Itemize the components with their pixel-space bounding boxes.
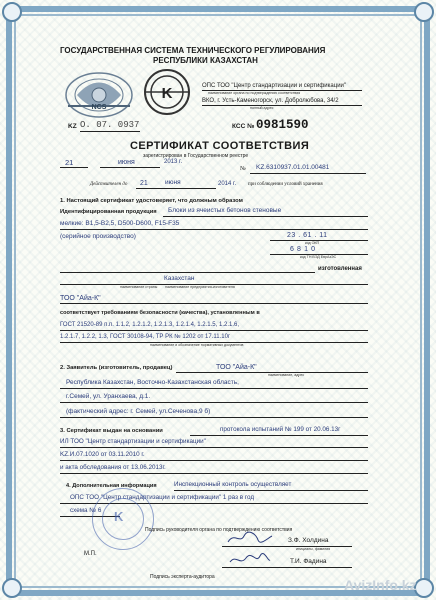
applicant-address-1: Республика Казахстан, Восточно-Казахстанская область, bbox=[66, 379, 239, 386]
kz-number: О. 07. 0937 bbox=[80, 120, 140, 130]
made-label: изготовленная bbox=[318, 266, 362, 272]
watermark: AvizInfo.kz bbox=[344, 577, 417, 593]
product-label: Идентифицированная продукция bbox=[60, 209, 157, 215]
divider bbox=[222, 546, 352, 547]
valid-suffix: при соблюдении условий хранения bbox=[248, 182, 323, 187]
certificate-subheading: зарегистрирован в Государственном реестре bbox=[143, 153, 249, 159]
divider bbox=[80, 131, 140, 132]
divider bbox=[190, 435, 368, 436]
serial-production: (серийное производство) bbox=[60, 233, 136, 240]
section2-title: 2. Заявитель (изготовитель, продавец) bbox=[60, 365, 173, 371]
head-signature-label: Подпись руководителя органа по подтверждению соответствия bbox=[145, 527, 293, 533]
manufacturer-caption: наименование предприятия-изготовителя bbox=[165, 285, 235, 289]
standards-line2: 1.2.1.7, 1.2.2, 1.3, ГОСТ 30108-94, ТР РК № 1202 от 17.11.10г bbox=[60, 334, 231, 340]
divider bbox=[60, 229, 368, 230]
divider bbox=[60, 417, 368, 418]
standards-line1: ГОСТ 21520-89 п.п. 1.1.2, 1.2.1.2, 1.2.1.3, 1.2.1.4, 1.2.1.5, 1.2.1.6, bbox=[60, 322, 239, 328]
divider bbox=[60, 388, 368, 389]
certificate-heading: СЕРТИФИКАТ СООТВЕТСТВИЯ bbox=[130, 140, 310, 152]
valid-year: 2014 г. bbox=[218, 181, 237, 187]
test-lab: ИЛ ТОО "Центр стандартизации и сертификации" bbox=[60, 438, 206, 445]
header-title-line2: РЕСПУБЛИКИ КАЗАХСТАН bbox=[153, 56, 258, 65]
corner-ornament bbox=[2, 2, 22, 22]
lab-attestat: KZ.И.07.1020 от 03.11.2010 г. bbox=[60, 451, 145, 458]
reg-day: 21 bbox=[65, 158, 74, 167]
reg-year: 2013 г. bbox=[164, 159, 183, 165]
product-value-2: мелкие: B1,5-B2,5, D500-D600, F15-F35 bbox=[60, 220, 180, 227]
divider bbox=[174, 490, 368, 491]
org-name-caption: наименование органа по подтверждению соответствия bbox=[208, 91, 301, 95]
corner-ornament bbox=[2, 578, 22, 598]
svg-text:K: K bbox=[161, 85, 173, 102]
divider bbox=[60, 272, 315, 273]
head-name-caption: инициалы, фамилия bbox=[296, 547, 331, 551]
divider bbox=[60, 303, 368, 304]
okp-code-caption: код ОКП bbox=[305, 241, 320, 245]
head-signature-icon bbox=[224, 530, 274, 546]
test-protocol: протокола испытаний № 199 от 20.06.13г bbox=[220, 426, 341, 433]
applicant-caption: наименование, адрес bbox=[268, 373, 305, 377]
auditor-name: Т.И. Фадина bbox=[290, 558, 327, 565]
standards-caption: наименование и обозначение нормативных документов bbox=[150, 343, 244, 347]
valid-day: 21 bbox=[140, 180, 148, 187]
applicant-address-3: (фактический адрес: г. Семей, ул.Сеченова,9 б) bbox=[66, 408, 211, 415]
valid-month: июня bbox=[165, 179, 181, 186]
reg-number: KZ.6310937.01.01.00481 bbox=[256, 164, 330, 171]
tnved-code: 6 8 1 0 bbox=[290, 246, 316, 253]
divider bbox=[60, 330, 368, 331]
country: Казахстан bbox=[164, 275, 195, 282]
section3-title: 3. Сертификат выдан на основании bbox=[60, 428, 163, 434]
scheme: схема № 6 bbox=[70, 507, 102, 514]
divider bbox=[60, 473, 368, 474]
divider bbox=[136, 188, 216, 189]
national-emblem-icon bbox=[62, 68, 136, 122]
divider bbox=[270, 240, 368, 241]
corner-ornament bbox=[414, 2, 434, 22]
inspection-act: и акта обследования от 13.06.2013г. bbox=[60, 464, 166, 471]
divider bbox=[60, 402, 368, 403]
stamp-logo-icon: K bbox=[114, 509, 124, 524]
product-value: Блоки из ячеистых бетонов стеновые bbox=[168, 207, 282, 214]
reg-number-label: № bbox=[240, 166, 246, 172]
divider bbox=[60, 460, 368, 461]
additional-info-1: Инспекционный контроль осуществляет bbox=[174, 481, 292, 488]
applicant-name: ТОО "Айа-К" bbox=[216, 364, 257, 371]
seal-mark: М.П. bbox=[84, 551, 97, 557]
divider bbox=[100, 167, 160, 168]
manufacturer: ТОО "Айа-К" bbox=[60, 295, 101, 302]
country-caption: наименование страны bbox=[120, 285, 158, 289]
applicant-address-2: г.Семей, ул. Уранхаева, д.1. bbox=[66, 393, 151, 400]
kz-prefix: KZ bbox=[68, 123, 77, 130]
head-name: З.Ф. Холдина bbox=[288, 537, 329, 544]
auditor-signature-label: Подпись эксперта-аудитора bbox=[150, 574, 215, 580]
divider bbox=[163, 216, 368, 217]
additional-info-2: ОПС ТОО "Центр стандартизации и сертификации" 1 раз в год bbox=[70, 494, 255, 501]
tnved-code-caption: код ТН ВЭД ЕврАзЭС bbox=[300, 255, 337, 259]
kss-number: 0981590 bbox=[256, 118, 309, 132]
divider bbox=[60, 167, 88, 168]
org-address-caption: полный адрес bbox=[250, 106, 274, 110]
kss-label: КСС № bbox=[232, 123, 255, 130]
valid-label: Действителен до bbox=[90, 182, 128, 187]
section1-title: 1. Настоящий сертификат удостоверяет, что должным образом bbox=[60, 198, 243, 204]
org-address: ВКО, г. Усть-Каменогорск, ул. Добролюбова, 34/2 bbox=[202, 98, 339, 104]
org-name: ОПС ТОО "Центр стандартизации и сертификации" bbox=[202, 83, 347, 89]
divider bbox=[202, 105, 362, 106]
divider bbox=[60, 447, 368, 448]
auditor-signature-icon bbox=[228, 552, 272, 568]
corner-ornament bbox=[414, 578, 434, 598]
okp-code: 23 . 61 . 11 bbox=[287, 232, 328, 239]
section4-title: 4. Дополнительная информация bbox=[66, 483, 157, 489]
conforms-text: соответствует требованиям безопасности (качества), установленным в bbox=[60, 310, 260, 316]
reg-month: июня bbox=[118, 159, 135, 166]
header-title-line1: ГОСУДАРСТВЕННАЯ СИСТЕМА ТЕХНИЧЕСКОГО РЕГУЛИРОВАНИЯ bbox=[60, 46, 326, 55]
kz-certification-logo-icon bbox=[141, 68, 193, 116]
svg-text:NCS: NCS bbox=[91, 104, 107, 111]
divider bbox=[250, 173, 366, 174]
divider bbox=[222, 567, 352, 568]
